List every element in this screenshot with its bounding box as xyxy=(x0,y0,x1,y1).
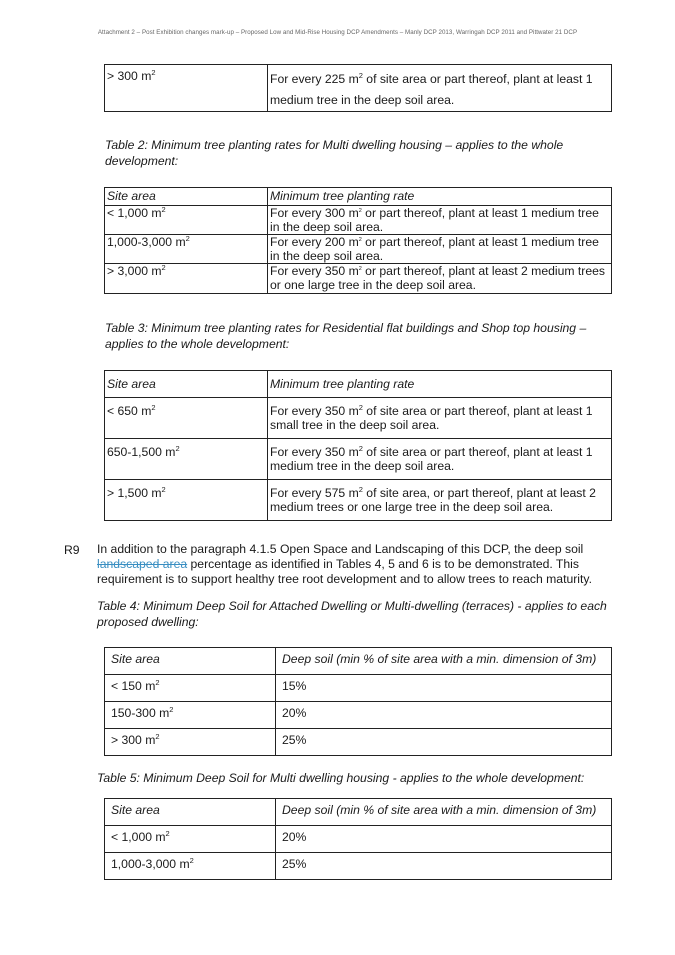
column-header-deep-soil: Deep soil (min % of site area with a min. dimension of 3m) xyxy=(276,648,612,675)
table-header-row xyxy=(105,648,612,675)
site-area-cell: > 3,000 $m^2$ xyxy=(105,264,268,294)
table-row xyxy=(105,65,612,112)
site-area-cell: < 150 $m^2$ xyxy=(105,675,276,702)
table-row xyxy=(105,398,612,439)
table-header-row xyxy=(105,799,612,826)
deep-soil-cell: 15% xyxy=(276,675,612,702)
deep-soil-cell: 20% xyxy=(276,826,612,853)
planting-rate-cell: For every 225 $m^2$ of site area or part thereof, plant at least 1 medium tree in the deep soil area. xyxy=(268,65,612,112)
table-3-caption: Table 3: Minimum tree planting rates for Residential flat buildings and Shop top housing – applies to the whole development: xyxy=(105,321,587,351)
site-area-cell: > 300 $m^2$ xyxy=(105,65,268,112)
site-area-cell: 650-1,500 $m^2$ xyxy=(105,439,268,480)
planting-rate-cell: For every 350 $m^2$ or part thereof, plant at least 2 medium trees or one large tree in the deep soil area. xyxy=(268,264,612,294)
column-header-site-area: Site area xyxy=(105,188,268,206)
table-row xyxy=(105,826,612,853)
planting-rate-cell: For every 350 $m^2$ of site area or part thereof, plant at least 1 medium tree in the deep soil area. xyxy=(268,439,612,480)
site-area-cell: 1,000-3,000 $m^2$ xyxy=(105,853,276,880)
planting-rate-cell: For every 300 $m^2$ or part thereof, plant at least 1 medium tree in the deep soil area. xyxy=(268,206,612,235)
table-4-caption: Table 4: Minimum Deep Soil for Attached Dwelling or Multi-dwelling (terraces) - applies to each proposed dwelling: xyxy=(97,599,607,629)
table-row xyxy=(105,206,612,235)
clause-label-r9: R9 xyxy=(64,543,80,557)
site-area-cell: > 300 $m^2$ xyxy=(105,729,276,756)
column-header-site-area: Site area xyxy=(105,648,276,675)
table-2 xyxy=(104,187,612,294)
site-area-cell: < 1,000 $m^2$ xyxy=(105,826,276,853)
page-header: Attachment 2 – Post Exhibition changes mark-up – Proposed Low and Mid-Rise Housing DCP Amendments – Manly DCP 2013, Warringah DCP 2011 and Pittwater 21 DCP xyxy=(97,29,578,36)
deep-soil-cell: 25% xyxy=(276,729,612,756)
table-header-row xyxy=(105,188,612,206)
table-row xyxy=(105,264,612,294)
planting-rate-cell: For every 200 $m^2$ or part thereof, plant at least 1 medium tree in the deep soil area. xyxy=(268,235,612,264)
struck-text: landscaped area xyxy=(97,557,188,571)
site-area-cell: 1,000-3,000 $m^2$ xyxy=(105,235,268,264)
table-row xyxy=(105,235,612,264)
site-area-cell: < 1,000 $m^2$ xyxy=(105,206,268,235)
site-area-cell: 150-300 $m^2$ xyxy=(105,702,276,729)
column-header-planting-rate: Minimum tree planting rate xyxy=(268,188,612,206)
table-1-continuation xyxy=(104,64,612,112)
deep-soil-cell: 20% xyxy=(276,702,612,729)
deep-soil-cell: 25% xyxy=(276,853,612,880)
table-2-caption: Table 2: Minimum tree planting rates for Multi dwelling housing – applies to the whole development: xyxy=(105,138,564,168)
table-row xyxy=(105,853,612,880)
column-header-site-area: Site area xyxy=(105,371,268,398)
table-3 xyxy=(104,370,612,521)
table-row xyxy=(105,675,612,702)
site-area-cell: > 1,500 $m^2$ xyxy=(105,480,268,521)
planting-rate-cell: For every 350 $m^2$ of site area or part thereof, plant at least 1 small tree in the deep soil area. xyxy=(268,398,612,439)
table-5 xyxy=(104,798,612,880)
column-header-deep-soil: Deep soil (min % of site area with a min. dimension of 3m) xyxy=(276,799,612,826)
table-5-caption: Table 5: Minimum Deep Soil for Multi dwelling housing - applies to the whole development: xyxy=(97,771,585,785)
table-row xyxy=(105,702,612,729)
clause-r9-text: In addition to the paragraph 4.1.5 Open Space and Landscaping of this DCP, the deep soil landscaped area percentage as identified in Tables 4, 5 and 6 is to be demonstrated. This requirement is to support healthy tree root development and to allow trees to reach maturity. xyxy=(97,542,592,586)
site-area-cell: < 650 $m^2$ xyxy=(105,398,268,439)
table-header-row xyxy=(105,371,612,398)
planting-rate-cell: For every 575 $m^2$ of site area, or part thereof, plant at least 2 medium trees or one large tree in the deep soil area. xyxy=(268,480,612,521)
table-4 xyxy=(104,647,612,756)
column-header-site-area: Site area xyxy=(105,799,276,826)
table-row xyxy=(105,480,612,521)
table-row xyxy=(105,729,612,756)
column-header-planting-rate: Minimum tree planting rate xyxy=(268,371,612,398)
table-row xyxy=(105,439,612,480)
